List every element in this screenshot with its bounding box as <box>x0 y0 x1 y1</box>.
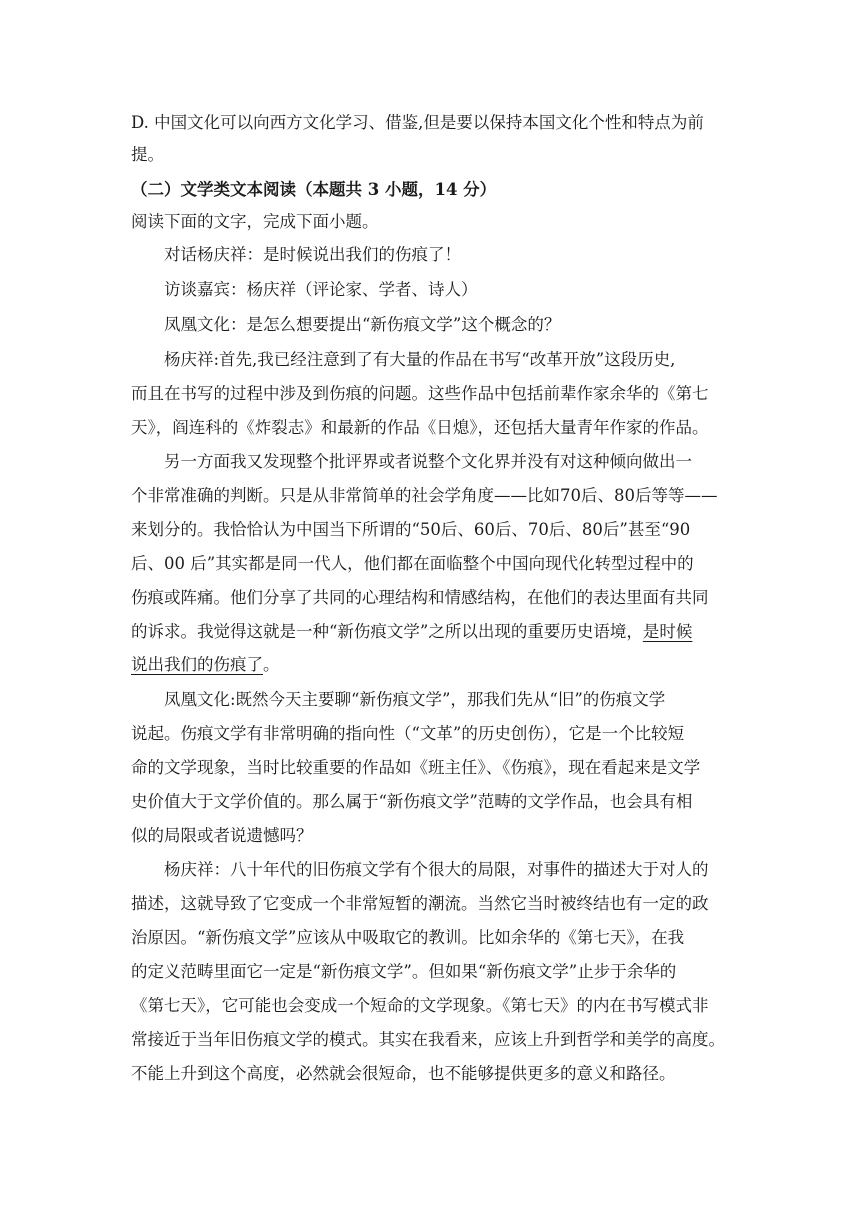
question-2-line-4: 史价值大于文学价值的。那么属于“新伤痕文学”范畴的文学作品，也会具有相 <box>131 792 693 811</box>
answer-1-para-2-line-4: 后、00 后”其实都是同一代人，他们都在面临整个中国向现代化转型过程中的 <box>131 554 694 573</box>
answer-1-para-2-line-3: 来划分的。我恰恰认为中国当下所谓的“50后、60后、70后、80后”甚至“90 <box>131 520 691 539</box>
answer-1-para-2-line-7-end: 。 <box>263 655 280 674</box>
reading-instruction: 阅读下面的文字，完成下面小题。 <box>131 212 379 231</box>
article-title: 对话杨庆祥：是时候说出我们的伤痕了！ <box>164 245 461 264</box>
question-1: 凤凰文化：是怎么想要提出“新伤痕文学”这个概念的？ <box>164 315 561 334</box>
option-d-line-1: D. 中国文化可以向西方文化学习、借鉴,但是要以保持本国文化个性和特点为前 <box>131 113 704 132</box>
question-2-line-3: 命的文学现象，当时比较重要的作品如《班主任》、《伤痕》，现在看起来是文学 <box>131 758 701 777</box>
answer-1-para-2-line-1: 另一方面我又发现整个批评界或者说整个文化界并没有对这种倾向做出一 <box>164 452 692 471</box>
answer-1-line-2: 而且在书写的过程中涉及到伤痕的问题。这些作品中包括前辈作家余华的《第七 <box>131 384 709 403</box>
answer-1-para-2-line-6-text: 的诉求。我觉得这就是一种“新伤痕文学”之所以出现的重要历史语境， <box>131 622 643 641</box>
interview-guest: 访谈嘉宾：杨庆祥（评论家、学者、诗人） <box>164 280 478 299</box>
question-2-line-1: 凤凰文化:既然今天主要聊“新伤痕文学”，那我们先从“旧”的伤痕文学 <box>164 690 666 709</box>
answer-2-line-4: 的定义范畴里面它一定是“新伤痕文学”。但如果“新伤痕文学”止步于余华的 <box>131 962 677 981</box>
answer-1-para-2-line-2: 个非常准确的判断。只是从非常简单的社会学角度——比如70后、80后等等—— <box>131 486 718 505</box>
answer-2-line-7: 不能上升到这个高度，必然就会很短命，也不能够提供更多的意义和路径。 <box>131 1064 676 1083</box>
answer-1-line-1: 杨庆祥:首先,我已经注意到了有大量的作品在书写“改革开放”这段历史, <box>164 350 676 369</box>
underlined-phrase-part-2: 说出我们的伤痕了 <box>131 655 263 674</box>
answer-2-line-5: 《第七天》，它可能也会变成一个短命的文学现象。《第七天》的内在书写模式非 <box>131 996 709 1015</box>
answer-1-para-2-line-5: 伤痕或阵痛。他们分享了共同的心理结构和情感结构，在他们的表达里面有共同 <box>131 588 709 607</box>
underlined-phrase-part-1: 是时候 <box>642 622 693 641</box>
answer-2-line-3: 治原因。“新伤痕文学”应该从中吸取它的教训。比如余华的《第七天》，在我 <box>131 928 685 947</box>
answer-1-para-2-line-7 <box>131 655 280 675</box>
question-2-line-2: 说起。伤痕文学有非常明确的指向性（“文革”的历史创伤），它是一个比较短 <box>131 724 685 743</box>
answer-2-line-6: 常接近于当年旧伤痕文学的模式。其实在我看来，应该上升到哲学和美学的高度。 <box>131 1030 725 1049</box>
answer-2-line-2: 描述，这就导致了它变成一个非常短暂的潮流。当然它当时被终结也有一定的政 <box>131 894 709 913</box>
option-d-line-2: 提。 <box>131 145 164 164</box>
answer-2-line-1: 杨庆祥：八十年代的旧伤痕文学有个很大的局限，对事件的描述大于对人的 <box>164 860 709 879</box>
answer-1-line-3: 天》，阎连科的《炸裂志》和最新的作品《日熄》，还包括大量青年作家的作品。 <box>131 418 709 437</box>
question-2-line-5: 似的局限或者说遗憾吗？ <box>131 826 313 845</box>
answer-1-para-2-line-6 <box>131 622 692 642</box>
section-heading: （二）文学类文本阅读（本题共 3 小题，14 分） <box>131 180 497 199</box>
